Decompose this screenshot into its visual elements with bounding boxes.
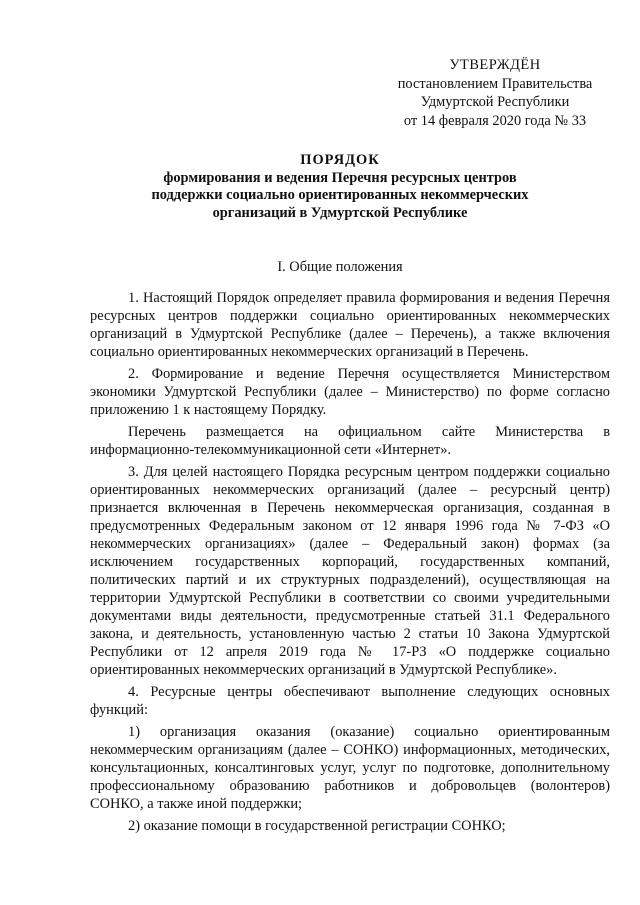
approval-line: Удмуртской Республики — [420, 94, 570, 110]
section-heading: I. Общие положения — [277, 259, 403, 275]
document-body — [90, 289, 610, 839]
approval-line: от 14 февраля 2020 года № 33 — [403, 112, 587, 129]
paragraph-4: 4. Ресурсные центры обеспечивают выполнение следующих основных функций: — [90, 684, 610, 718]
paragraph-2-note: Перечень размещается на официальном сайте Министерства в информационно-телекоммуникационной сети «Интернет». — [90, 424, 610, 458]
document-title: ПОРЯДОК — [300, 152, 380, 168]
approval-stamp — [380, 56, 610, 130]
approval-title: УТВЕРЖДЁН — [449, 57, 541, 73]
document-subtitle-line: поддержки социально ориентированных некоммерческих — [151, 187, 529, 203]
list-item-1: 1) организация оказания (оказание) социально ориентированным некоммерческим организациям (далее – СОНКО) информационных, методических, консультационных, консалтинговых услуг, услуг по подготовке, дополнительному профессиональному образованию работников и добровольцев (волонтеров) СОНКО, а также иной поддержки; — [90, 724, 610, 812]
document-title-block — [90, 152, 590, 222]
list-item-2: 2) оказание помощи в государственной регистрации СОНКО; — [128, 818, 506, 834]
paragraph-3: 3. Для целей настоящего Порядка ресурсным центром поддержки социально ориентированных некоммерческих организаций (далее – ресурсный центр) признается включенная в Перечень некоммерческая организация, созданная в предусмотренных Федеральным законом от 12 января 1996 года № 7-ФЗ «О некоммерческих организациях» (далее – Федеральный закон) формах (за исключением государственных корпораций, государственных компаний, политических партий и их структурных подразделений), осуществляющая на территории Удмуртской Республики в соответствии со своими учредительными документами виды деятельности, предусмотренные статьей 31.1 Федерального закона, и деятельность, установленную частью 2 статьи 10 Закона Удмуртской Республики от 12 апреля 2019 года № 17-РЗ «О поддержке социально ориентированных некоммерческих организаций в Удмуртской Республике». — [90, 464, 610, 678]
paragraph-2: 2. Формирование и ведение Перечня осуществляется Министерством экономики Удмуртской Республики (далее – Министерство) по форме согласно приложению 1 к настоящему Порядку. — [90, 366, 610, 418]
document-subtitle-line: организаций в Удмуртской Республике — [212, 204, 468, 221]
document-subtitle-line: формирования и ведения Перечня ресурсных центров — [163, 169, 517, 186]
paragraph-1: 1. Настоящий Порядок определяет правила формирования и ведения Перечня ресурсных центров поддержки социально ориентированных некоммерческих организаций в Удмуртской Республике (далее – Перечень), а также включения социально ориентированных некоммерческих организаций в Перечень. — [90, 290, 610, 360]
approval-line: постановлением Правительства — [397, 75, 593, 92]
